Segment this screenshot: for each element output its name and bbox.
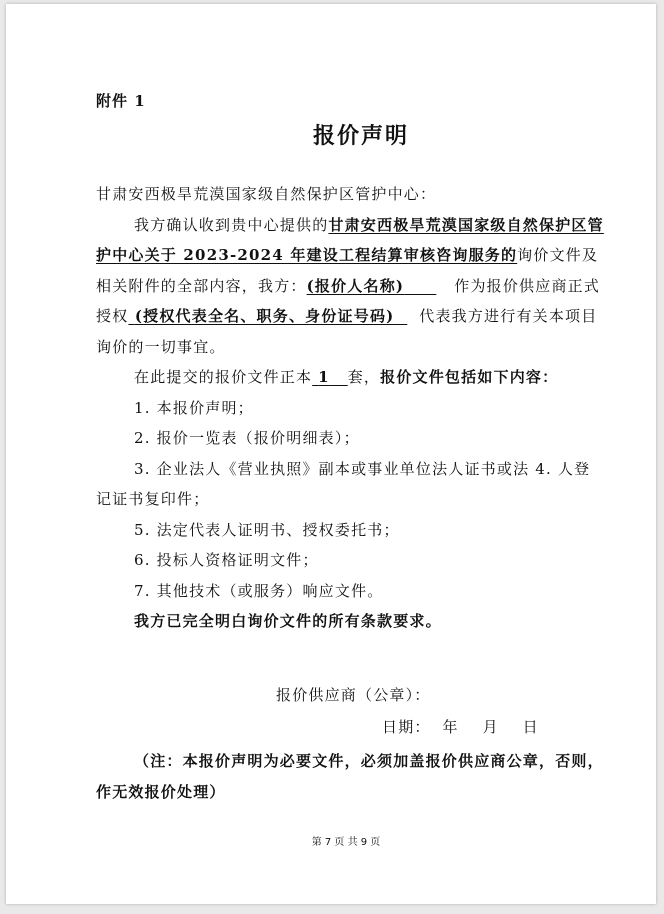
submission-paragraph [96, 362, 606, 393]
list-item: 3. 企业法人《营业执照》副本或事业单位法人证书或法 4. 人登记证书复印件； [96, 459, 591, 508]
list-item: 2. 报价一览表（报价明细表）； [134, 429, 360, 447]
confirmation-text-1: 我方确认收到贵中心提供的 [134, 215, 329, 234]
document-title: 报价声明 [312, 123, 409, 149]
confirmation-text-3: 作为报价供应商正式授权 [96, 276, 601, 325]
bidder-name-field: (报价人名称) [306, 276, 405, 295]
representative-field: (授权代表全名、职务、身份证号码) [134, 307, 395, 325]
confirmation-paragraph [96, 210, 606, 363]
date-label: 日期： 年 月 日 [382, 718, 539, 736]
copies-count: 1 [318, 368, 330, 386]
list-item: 6. 投标人资格证明文件； [134, 551, 319, 569]
document-body [96, 179, 606, 637]
document-page [6, 4, 656, 904]
attachment-label: 附件 1 [96, 92, 146, 110]
submission-text-1: 在此提交的报价文件正本 [134, 368, 313, 386]
submission-text-3: 报价文件包括如下内容： [380, 368, 559, 386]
project-name: 甘肃安西极旱荒漠国家级自然保护区管护中心关于 2023-2024 年建设工程结算审核咨询服务的 [96, 215, 604, 264]
list-item: 5. 法定代表人证明书、授权委托书； [134, 520, 400, 539]
signer-label: 报价供应商（公章）： [276, 686, 431, 704]
list-item: 7. 其他技术（或服务）响应文件。 [134, 581, 384, 600]
statement: 我方已完全明白询价文件的所有条款要求。 [134, 612, 442, 630]
page-footer: 第 7 页 共 9 页 [311, 837, 381, 848]
list-item: 1. 本报价声明； [134, 398, 254, 417]
confirmation-text-2: 询价文件及相关附件的全部内容，我方： [96, 246, 599, 295]
submission-text-2: 套， [347, 368, 381, 386]
salutation: 甘肃安西极旱荒漠国家级自然保护区管护中心： [96, 185, 437, 203]
note: （注：本报价声明为必要文件，必须加盖报价供应商公章，否则，作无效报价处理） [96, 752, 604, 801]
confirmation-text-4: 代表我方进行有关本项目询价的一切事宜。 [96, 307, 598, 356]
